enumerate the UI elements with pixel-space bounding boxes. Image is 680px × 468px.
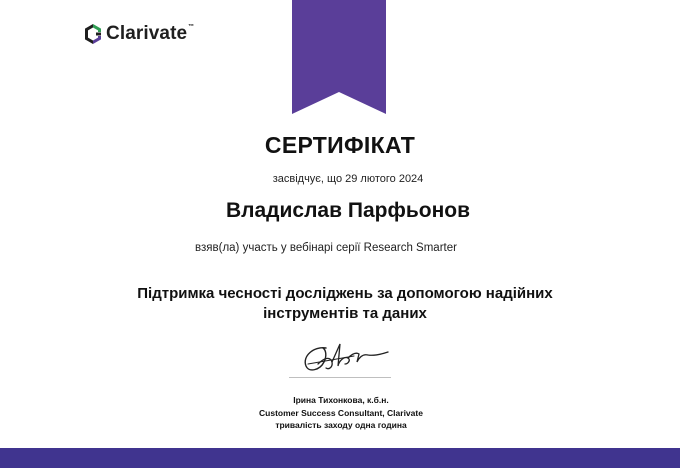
webinar-title-line-2: інструментів та даних [263, 305, 427, 322]
clarivate-logo-text: Clarivate [106, 23, 188, 44]
participation-line: взяв(ла) участь у вебінарі серії Research Smarter [195, 242, 457, 254]
signer-position: Customer Success Consultant, Clarivate [259, 407, 423, 418]
signer-block [1, 394, 680, 432]
webinar-title [5, 284, 680, 324]
clarivate-logo-icon [84, 24, 102, 44]
signer-name: Ірина Тихонкова, к.б.н. [293, 395, 389, 405]
certificate-title: СЕРТИФІКАТ [264, 132, 416, 158]
footer-bar [0, 448, 680, 468]
recipient-name: Владислав Парфьонов [225, 199, 470, 222]
webinar-title-line-1: Підтримка чесності досліджень за допомогою надійних [137, 285, 553, 302]
signature-line [289, 377, 391, 378]
certificate-date-line: засвідчує, що 29 лютого 2024 [272, 173, 424, 185]
ribbon-banner [292, 0, 386, 114]
event-duration: тривалість заходу одна година [275, 420, 407, 430]
trademark-symbol: ™ [188, 24, 195, 30]
handwritten-signature [296, 334, 392, 378]
clarivate-logo [84, 22, 194, 46]
